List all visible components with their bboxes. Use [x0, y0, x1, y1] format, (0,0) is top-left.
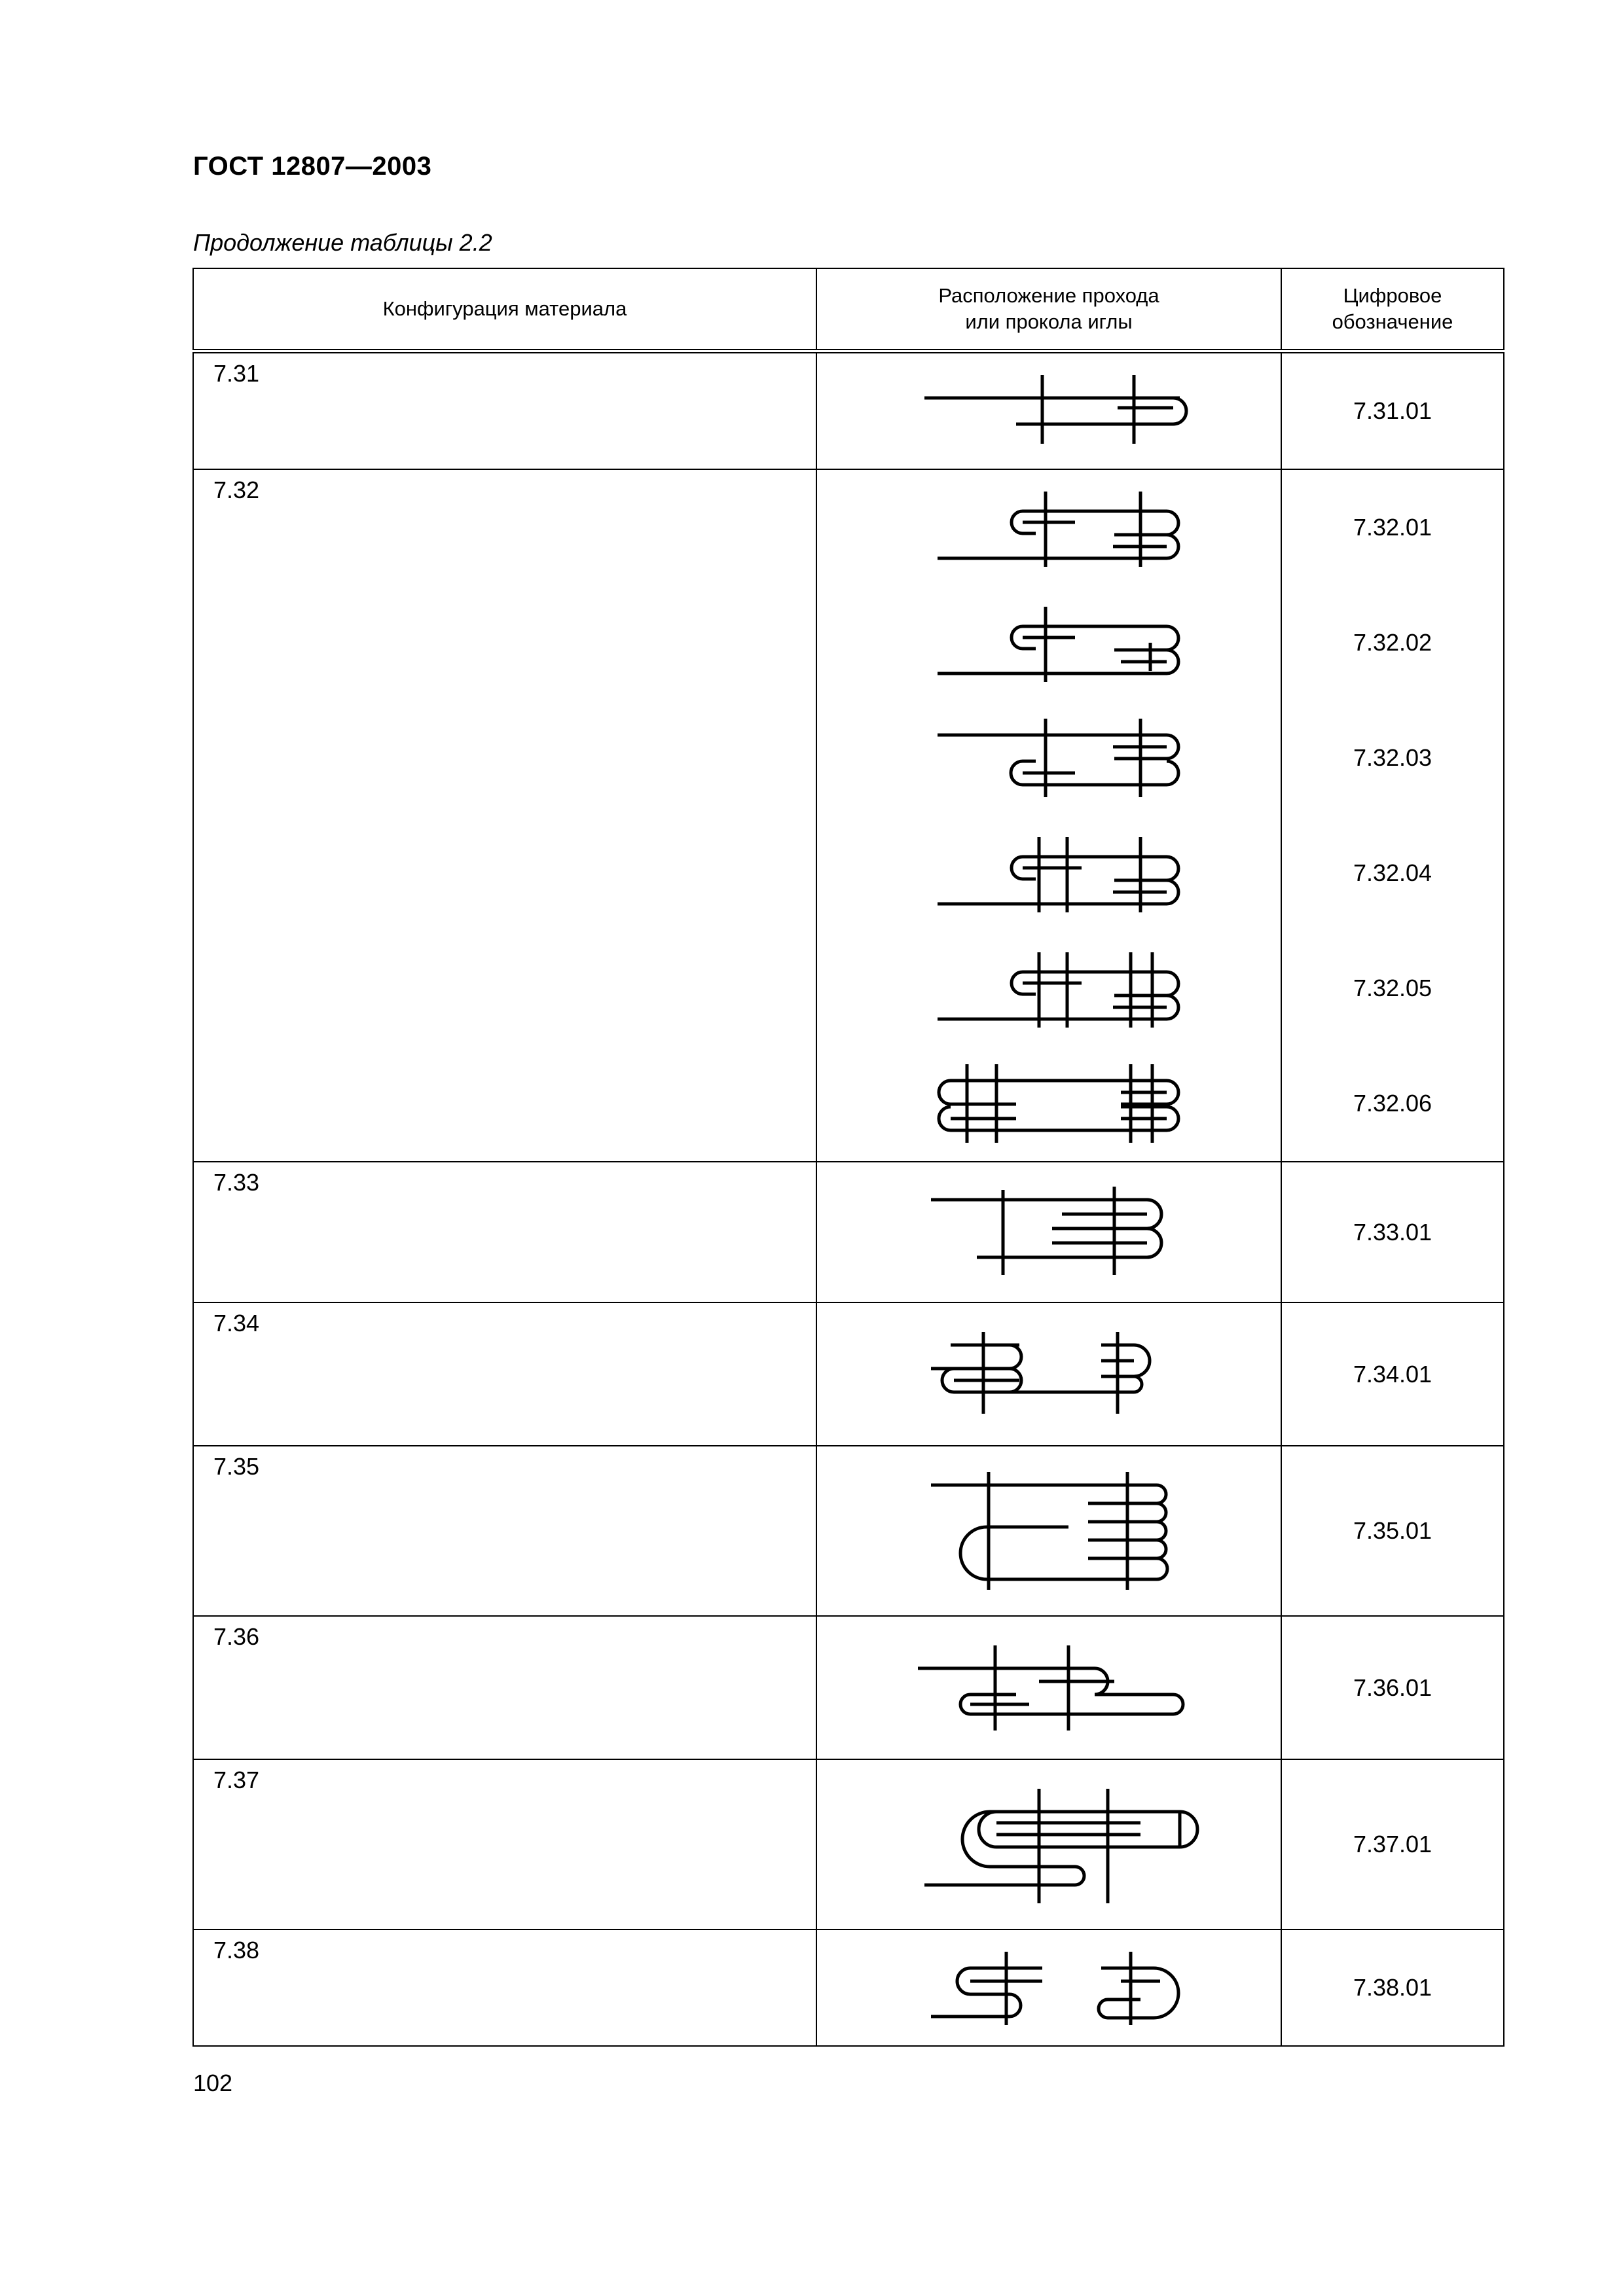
- config-number: 7.32: [213, 476, 260, 503]
- config-number: 7.35: [213, 1453, 260, 1480]
- table-row: [193, 351, 1504, 470]
- code-cell: 7.32.06: [1353, 1090, 1432, 1117]
- code-cell: 7.38.01: [1353, 1974, 1432, 2001]
- table-row: [193, 1929, 1504, 2046]
- code-cell: 7.32.01: [1353, 514, 1432, 541]
- config-number: 7.34: [213, 1310, 260, 1336]
- code-cell: 7.33.01: [1353, 1219, 1432, 1246]
- code-cell: 7.32.04: [1353, 859, 1432, 886]
- config-number: 7.36: [213, 1623, 260, 1650]
- needle-diagram-7-32-04: [905, 824, 1193, 922]
- config-number: 7.38: [213, 1937, 260, 1964]
- code-cell: 7.34.01: [1353, 1361, 1432, 1388]
- code-cell: 7.32.03: [1353, 744, 1432, 771]
- table-row: [193, 1759, 1504, 1929]
- table-row: [193, 1162, 1504, 1302]
- table-row: [193, 469, 1504, 1162]
- column-header-configuration: Конфигурация материала: [193, 268, 816, 351]
- config-number: 7.37: [213, 1767, 260, 1793]
- config-number: 7.31: [213, 360, 260, 387]
- column-header-code-line2: обозначение: [1332, 310, 1453, 333]
- needle-diagram-7-31-01: [905, 362, 1193, 460]
- column-header-code: [1281, 268, 1504, 351]
- column-header-needle-position: [816, 268, 1281, 351]
- needle-diagram-7-36-01: [898, 1632, 1199, 1744]
- needle-diagram-7-37-01: [898, 1776, 1199, 1913]
- config-number: 7.33: [213, 1169, 260, 1196]
- stitch-table: [192, 268, 1504, 2047]
- table-caption: Продолжение таблицы 2.2: [193, 229, 492, 256]
- code-cell: 7.32.05: [1353, 975, 1432, 1001]
- column-header-code-line1: Цифровое: [1343, 284, 1442, 307]
- needle-diagram-7-32-06: [905, 1054, 1193, 1153]
- needle-diagram-7-32-05: [905, 939, 1193, 1037]
- needle-diagram-7-32-03: [905, 709, 1193, 807]
- code-cell: 7.35.01: [1353, 1517, 1432, 1544]
- code-cell: 7.32.02: [1353, 629, 1432, 656]
- column-header-needle-position-line1: Расположение прохода: [938, 284, 1159, 307]
- code-cell: 7.31.01: [1353, 397, 1432, 424]
- needle-diagram-7-32-01: [905, 478, 1193, 577]
- needle-diagram-7-32-02: [905, 594, 1193, 692]
- document-header: ГОСТ 12807—2003: [193, 152, 432, 181]
- page-number: 102: [193, 2070, 233, 2096]
- table-row: [193, 1446, 1504, 1616]
- needle-diagram-7-34-01: [905, 1319, 1193, 1430]
- code-cell: 7.37.01: [1353, 1831, 1432, 1857]
- needle-diagram-7-35-01: [905, 1462, 1193, 1600]
- table-row: [193, 1616, 1504, 1759]
- column-header-needle-position-line2: или прокола иглы: [965, 310, 1133, 333]
- needle-diagram-7-38-01: [898, 1939, 1199, 2037]
- table-header-row: [193, 268, 1504, 351]
- needle-diagram-7-33-01: [905, 1177, 1193, 1288]
- table-row: [193, 1302, 1504, 1446]
- code-cell: 7.36.01: [1353, 1674, 1432, 1701]
